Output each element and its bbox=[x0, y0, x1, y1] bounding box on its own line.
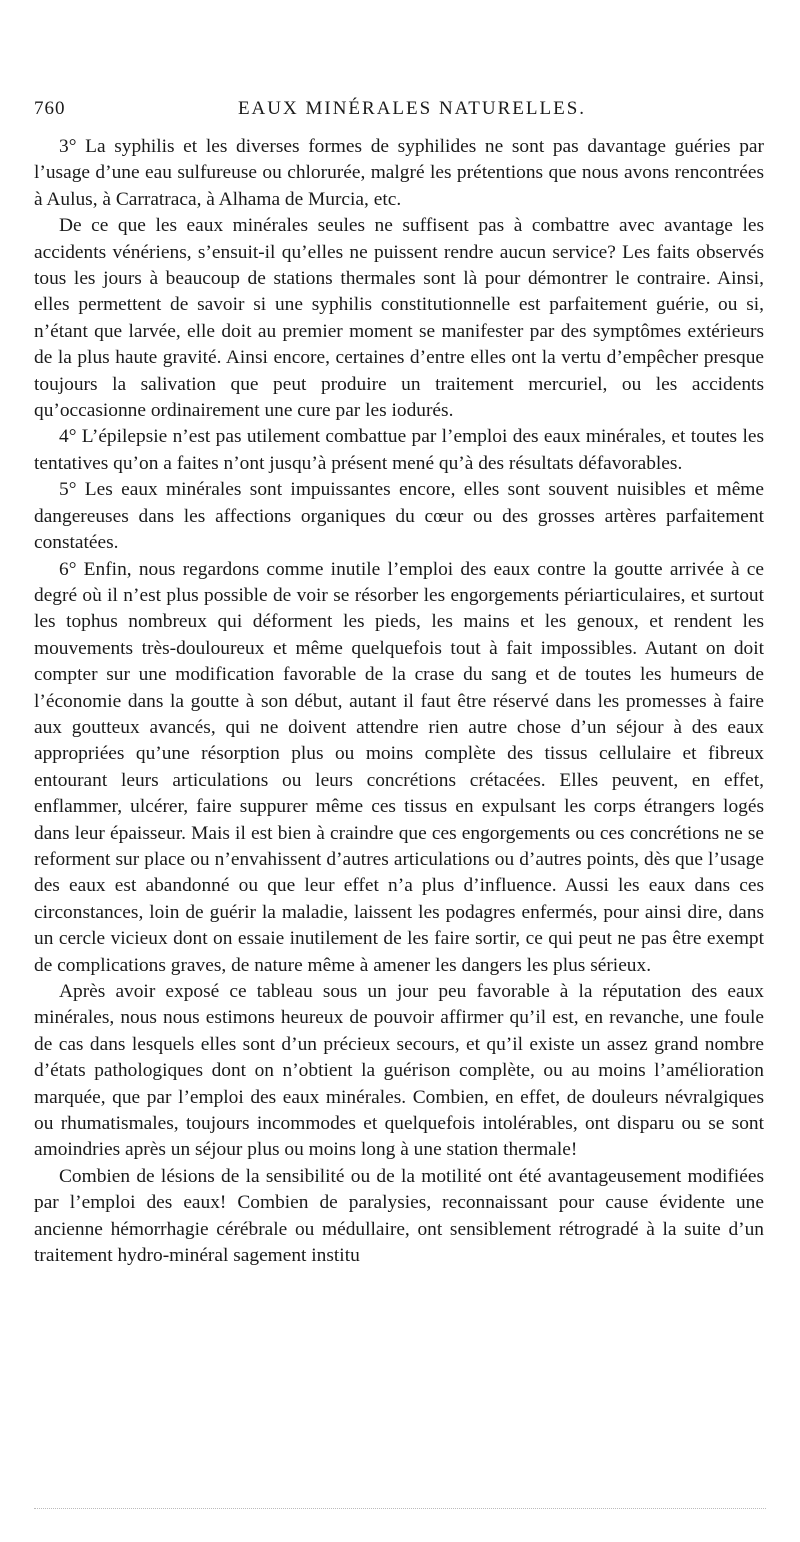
paragraph-goutte: 6° Enfin, nous regardons comme inutile l’emploi des eaux contre la goutte arrivée à ce degré où il n’est plus possible de voir se résorber les engorgements périarticulaires, et surtout les tophus nombreux qui déforment les pieds, les mains et les genoux, et rendent les mouvements très-douloureux et même quelquefois tout à fait impossibles. Autant on doit compter sur une modification favorable de la crase du sang et de toutes les humeurs de l’économie dans la goutte à son début, autant il faut être réservé dans les promesses à faire aux goutteux avancés, qui ne doivent attendre rien autre chose d’un séjour à des eaux appropriées qu’une résorption plus ou moins complète des tissus cellulaire et fibreux entourant leurs articulations ou leurs concrétions crétacées. Elles peuvent, en effet, enflammer, ulcérer, faire suppurer même ces tissus en expulsant les corps étrangers logés dans leur épaisseur. Mais il est bien à craindre que ces engorgements ou ces concrétions ne se reforment sur place ou n’envahissent d’autres articulations ou d’autres points, dès que l’usage des eaux est abandonné ou que leur effet n’a plus d’influence. Aussi les eaux dans ces circonstances, loin de guérir la maladie, laissent les podagres enfermés, pour ainsi dire, dans un cercle vicieux dont on essaie inutilement de les faire sortir, ce qui peut ne pas être exempt de complications graves, de nature même à amener les dangers les plus sérieux. bbox=[34, 558, 764, 976]
paragraph-precieux-secours: Après avoir exposé ce tableau sous un jour peu favorable à la réputation des eaux minérales, nous nous estimons heureux de pouvoir affirmer qu’il est, en revanche, une foule de cas dans lesquels elles sont d’un précieux secours, et qu’il existe un assez grand nombre d’états pathologiques dont on n’obtient la guérison complète, ou au moins l’amélioration marquée, que par l’emploi des eaux minérales. Combien, en effet, de douleurs névralgiques ou rhumatismales, toujours incommodes et quelquefois intolérables, ont disparu ou se sont amoindries après un séjour plus ou moins long à une station thermale! bbox=[34, 981, 764, 1161]
paragraph-epilepsie: 4° L’épilepsie n’est pas utilement combattue par l’emploi des eaux minérales, et toutes les tentatives qu’on a faites n’ont jusqu’à présent mené qu’à des résultats défavorables. bbox=[34, 426, 764, 474]
paragraph-coeur-arteres: 5° Les eaux minérales sont impuissantes encore, elles sont souvent nuisibles et même dangereuses dans les affections organiques du cœur ou des grosses artères parfaitement constatées. bbox=[34, 479, 764, 554]
paragraph-eaux-minerales-service: De ce que les eaux minérales seules ne suffisent pas à combattre avec avantage les accidents vénériens, s’ensuit-il qu’elles ne puissent rendre aucun service? Les faits observés tous les jours à beaucoup de stations thermales sont là pour démontrer le contraire. Ainsi, elles permettent de savoir si une syphilis constitutionnelle est parfaitement guérie, ou si, n’étant que larvée, elle doit au premier moment se manifester par des symptômes extérieurs de la plus haute gravité. Ainsi encore, certaines d’entre elles ont la vertu d’empêcher presque toujours la salivation que peut produire un traitement mercuriel, ou les accidents qu’occasionne ordinairement une cure par les iodurés. bbox=[34, 215, 764, 422]
bottom-show-through-divider bbox=[34, 1508, 766, 1509]
page-number: 760 bbox=[34, 98, 66, 119]
paragraph-syphilis: 3° La syphilis et les diverses formes de syphilides ne sont pas davantage guéries par l’usage d’une eau sulfureuse ou chlorurée, malgré les prétentions que nous avons rencontrées à Aulus, à Carratraca, à Alhama de Murcia, etc. bbox=[34, 136, 764, 210]
paragraph-lesions-paralysies: Combien de lésions de la sensibilité ou de la motilité ont été avantageusement modifiées par l’emploi des eaux! Combien de paralysies, reconnaissant pour cause évidente une ancienne hémorrhagie cérébrale ou médullaire, ont sensiblement rétrogradé à la suite d’un traitement hydro-minéral sagement institu bbox=[34, 1165, 764, 1267]
running-title: EAUX MINÉRALES NATURELLES. bbox=[237, 98, 587, 119]
page-header bbox=[34, 98, 770, 124]
body-text bbox=[34, 134, 764, 1269]
